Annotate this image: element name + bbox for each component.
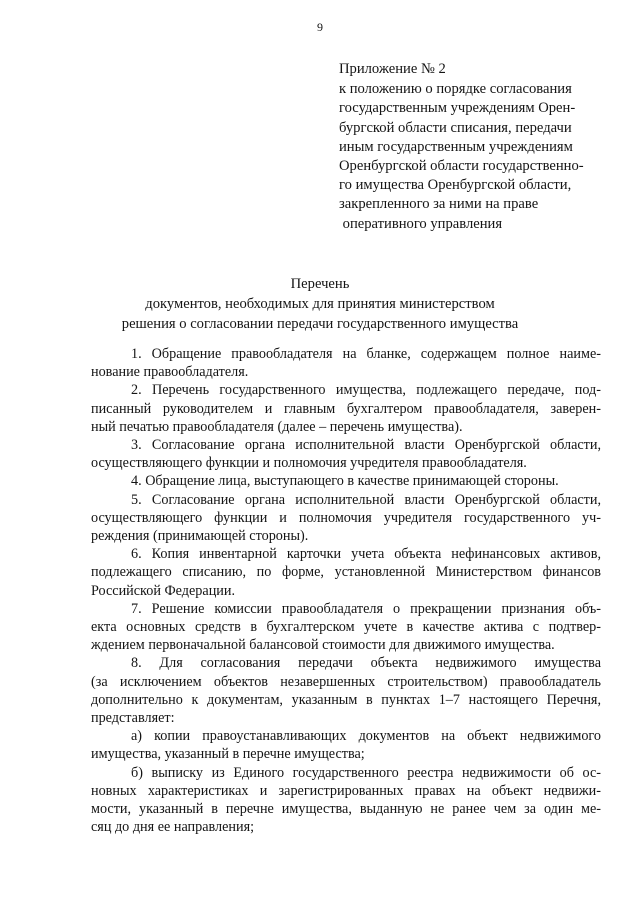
paragraph-line: б) выписку из Единого государственного реестра недвижимости об ос- <box>131 764 601 781</box>
list-item <box>91 727 601 763</box>
appendix-block <box>339 60 607 234</box>
paragraph-line: осуществляющего функции и полномочия учредителя государственного уч- <box>91 509 601 526</box>
list-item <box>91 436 601 472</box>
appendix-line: закрепленного за ними на праве <box>339 196 539 213</box>
list-item <box>91 545 601 600</box>
appendix-line: Оренбургской области государственно- <box>339 158 584 175</box>
list-item <box>91 381 601 436</box>
paragraph-line: 5. Согласование органа исполнительной власти Оренбургской области, <box>131 491 601 508</box>
heading-line: решения о согласовании передачи государственного имущества <box>121 316 519 332</box>
paragraph-line: дополнительно к документам, указанным в пунктах 1–7 настоящего Перечня, <box>91 691 601 708</box>
paragraph-line: а) копии правоустанавливающих документов на объект недвижимого <box>131 728 601 745</box>
paragraph-line: 4. Обращение лица, выступающего в качестве принимающей стороны. <box>131 473 559 490</box>
appendix-line: иным государственным учреждениям <box>339 138 573 155</box>
heading-line: документов, необходимых для принятия министерством <box>145 296 495 312</box>
appendix-line: го имущества Оренбургской области, <box>339 177 572 194</box>
paragraph-line: осуществляющего функции и полномочия учредителя правообладателя. <box>91 455 527 472</box>
appendix-line: оперативного управления <box>339 215 503 232</box>
paragraph-line: 2. Перечень государственного имущества, подлежащего передаче, под- <box>131 382 601 399</box>
paragraph-line: писанный руководителем и главным бухгалтером правообладателя, заверен- <box>91 400 601 417</box>
list-item <box>91 600 601 655</box>
paragraph-line: 8. Для согласования передачи объекта недвижимого имущества <box>131 655 601 672</box>
paragraph-line: ждением первоначальной балансовой стоимости для движимого имущества. <box>91 637 555 654</box>
list-item <box>91 764 601 837</box>
heading-title: Перечень <box>290 276 350 292</box>
document-heading <box>0 274 640 334</box>
appendix-title: Приложение № 2 <box>339 61 446 77</box>
paragraph-line: (за исключением объектов незавершенных строительством) правообладатель <box>91 673 601 690</box>
paragraph-line: 1. Обращение правообладателя на бланке, содержащем полное наиме- <box>131 346 601 362</box>
list-item <box>91 345 601 381</box>
list-item <box>91 472 601 490</box>
list-item <box>91 654 601 727</box>
page-number: 9 <box>317 20 323 34</box>
appendix-line: бургской области списания, передачи <box>339 119 572 136</box>
paragraph-line: представляет: <box>91 710 175 727</box>
paragraph-line: имущества, указанный в перечне имущества; <box>91 746 365 763</box>
paragraph-line: сяц до дня ее направления; <box>91 819 255 836</box>
paragraph-line: Российской Федерации. <box>91 582 236 599</box>
paragraph-line: нование правообладателя. <box>91 364 249 381</box>
document-body <box>91 345 601 836</box>
paragraph-line: подлежащего списанию, по форме, установленной Министерством финансов <box>91 564 601 581</box>
paragraph-line: новных характеристиках и зарегистрированных правах на объект недвижи- <box>91 782 601 799</box>
list-item <box>91 491 601 546</box>
paragraph-line: мости, указанный в перечне имущества, выданную не ранее чем за один ме- <box>91 801 601 818</box>
paragraph-line: 7. Решение комиссии правообладателя о прекращении признания объ- <box>131 600 601 617</box>
appendix-line: к положению о порядке согласования <box>339 81 572 98</box>
appendix-line: государственным учреждениям Орен- <box>339 100 576 117</box>
paragraph-line: ный печатью правообладателя (далее – перечень имущества). <box>91 418 463 435</box>
paragraph-line: реждения (принимающей стороны). <box>91 528 309 545</box>
paragraph-line: 3. Согласование органа исполнительной власти Оренбургской области, <box>131 437 601 454</box>
paragraph-line: 6. Копия инвентарной карточки учета объекта нефинансовых активов, <box>131 546 601 563</box>
paragraph-line: екта основных средств в бухгалтерском учете в качестве актива с подтвер- <box>91 619 601 636</box>
